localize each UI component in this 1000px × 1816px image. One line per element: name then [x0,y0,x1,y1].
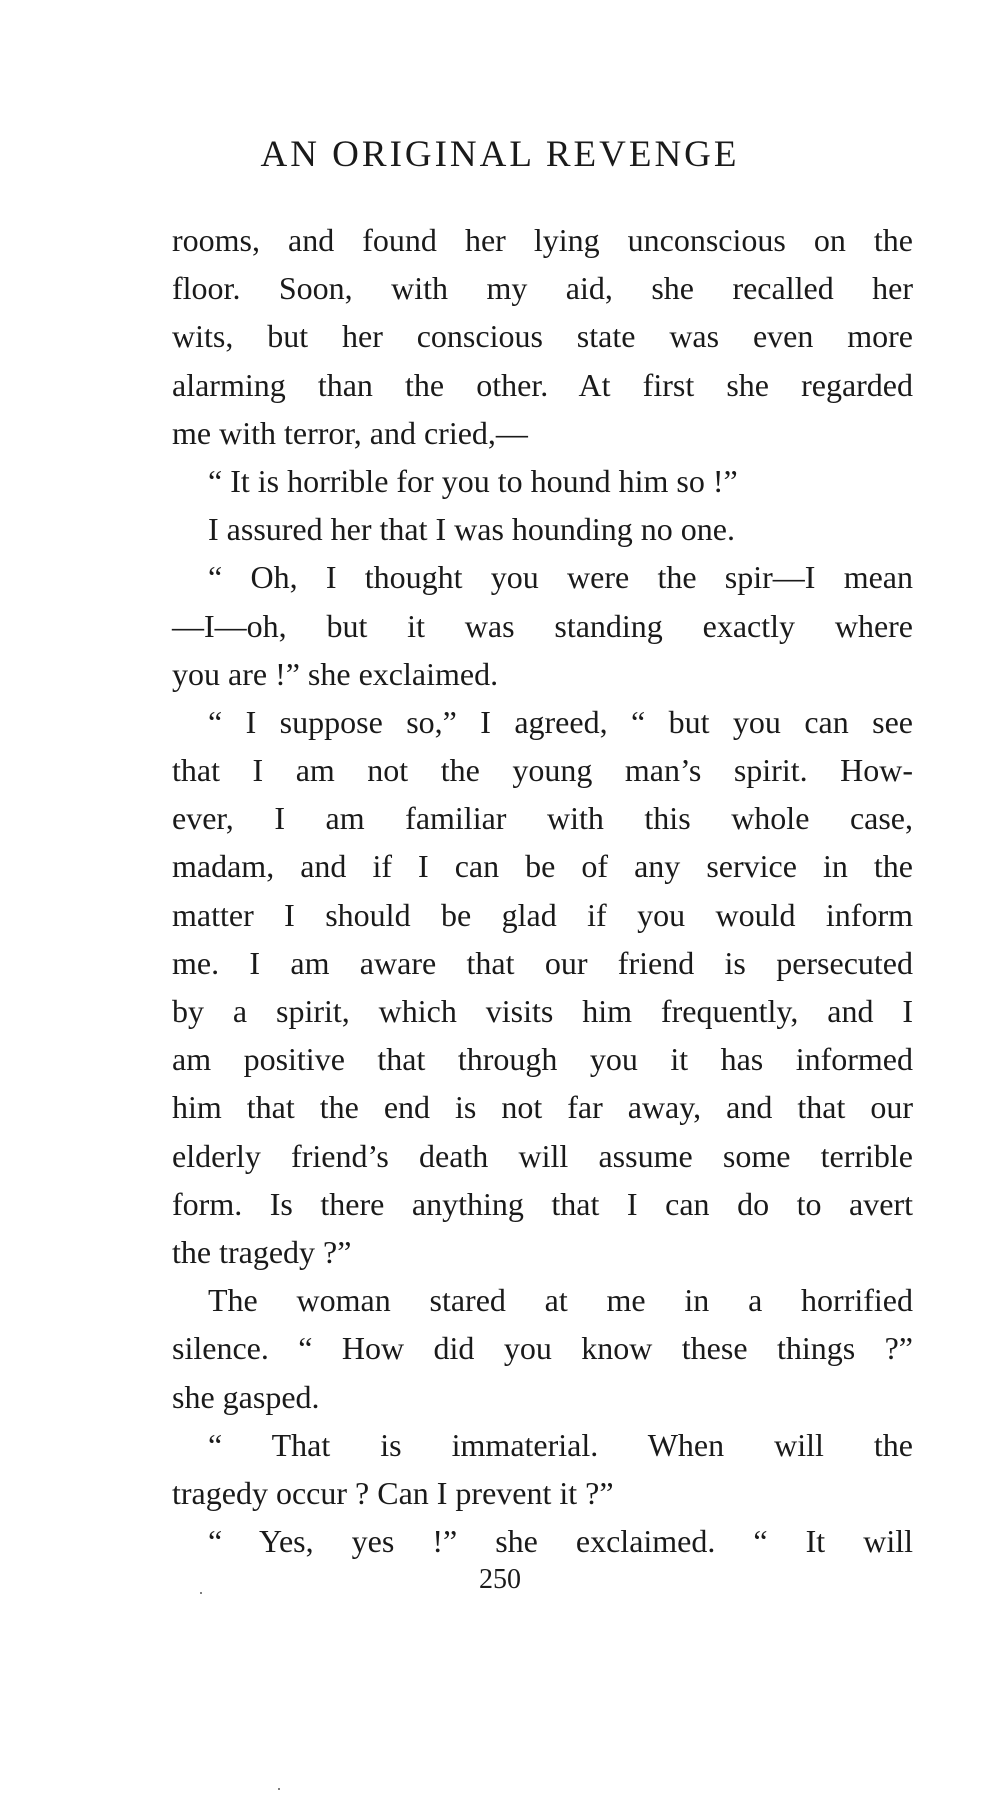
text-line: ever, I am familiar with this whole case, [172,800,913,837]
text-line: I assured her that I was hounding no one. [208,511,735,548]
text-line: tragedy occur ? Can I prevent it ?” [172,1474,614,1511]
text-line: floor. Soon, with my aid, she recalled her [172,270,913,307]
text-line: “ I suppose so,” I agreed, “ but you can see [208,703,913,740]
text-line: by a spirit, which visits him frequently, and I [172,993,913,1029]
text-line: “ Oh, I thought you were the spir—I mean [208,559,913,596]
text-line: “ Yes, yes !” she exclaimed. “ It will [208,1523,913,1560]
text-line: rooms, and found her lying unconscious on the [172,222,913,258]
text-line: me. I am aware that our friend is persecuted [172,944,913,981]
text-line: the tragedy ?” [172,1233,352,1270]
text-line: you are !” she exclaimed. [172,655,499,692]
text-line: alarming than the other. At first she regarded [172,366,913,403]
text-line: me with terror, and cried,— [172,414,528,451]
text-line: matter I should be glad if you would inform [172,896,913,933]
running-head: AN ORIGINAL REVENGE [260,134,740,175]
text-line: —I—oh, but it was standing exactly where [172,607,913,644]
text-line: silence. “ How did you know these things ?” [172,1330,913,1367]
body-text [172,216,913,1565]
text-line: that I am not the young man’s spirit. How- [172,752,913,789]
text-line: madam, and if I can be of any service in the [172,848,913,885]
text-line: am positive that through you it has informed [172,1041,913,1078]
text-line: she gasped. [172,1378,320,1415]
text-line: “ It is horrible for you to hound him so !” [208,462,738,499]
paper-speck [200,1592,202,1594]
text-line: elderly friend’s death will assume some terrible [172,1137,913,1174]
page-number: 250 [479,1564,521,1595]
text-line: form. Is there anything that I can do to avert [172,1185,913,1222]
text-line: The woman stared at me in a horrified [208,1282,913,1319]
paper-speck [278,1788,280,1790]
text-line: “ That is immaterial. When will the [208,1426,913,1463]
text-line: wits, but her conscious state was even more [172,318,913,355]
text-line: him that the end is not far away, and that our [172,1089,913,1126]
